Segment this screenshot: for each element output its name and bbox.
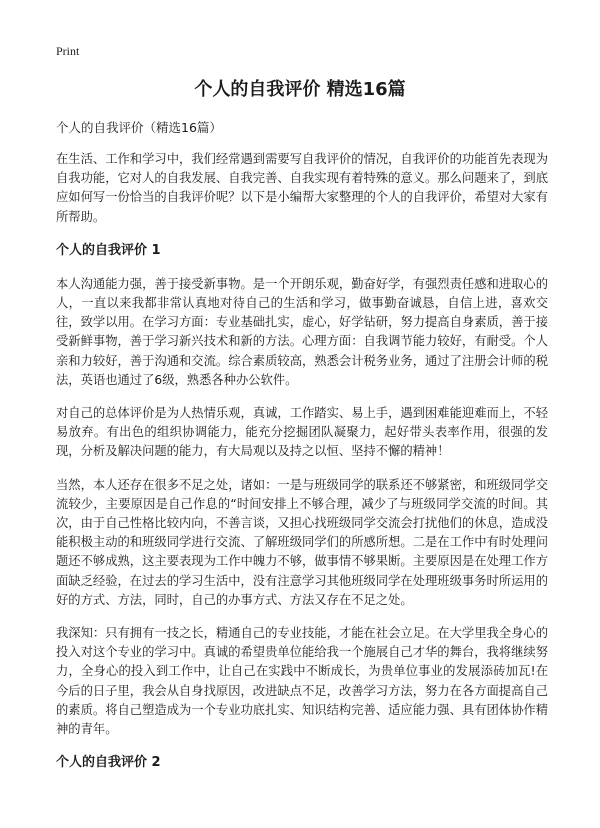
print-link[interactable]: Print	[56, 44, 80, 58]
intro-paragraph: 在生活、工作和学习中，我们经常遇到需要写自我评价的情况，自我评价的功能首先表现为自我功能，它对人的自我发展、自我完善、自我实现有着特殊的意义。那么问题来了，到底应如何写一份恰当的自我评价呢？以下是小编帮大家整理的个人的自我评价，希望对大家有所帮助。	[56, 152, 548, 224]
section-1-paragraph-3: 当然，本人还存在很多不足之处，诸如：一是与班级同学的联系还不够紧密，和班级同学交流较少，主要原因是自己作息的“时间安排上不够合理，减少了与班级同学交流的时间。其次，由于自己性格比较内向，不善言谈，又担心找班级同学交流会打扰他们的休息，造成没能积极主动的和班级同学进行交流、了解班级同学们的所感所想。二是在工作中有时处理问题还不够成熟，这主要表现为工作中魄力不够，做事情不够果断。主要原因是在处理工作方面缺乏经验，在过去的学习生活中，没有注意学习其他班级同学在处理班级事务时所运用的好的方式、方法，同时，自己的办事方式、方法又存在不足之处。	[56, 477, 548, 607]
section-1-paragraph-4: 我深知：只有拥有一技之长，精通自己的专业技能，才能在社会立足。在大学里我全身心的投入对这个专业的学习中。真诚的希望贵单位能给我一个施展自己才华的舞台，我将继续努力，全身心的投入到工作中，让自己在实践中不断成长，为贵单位事业的发展添砖加瓦!在今后的日子里，我会从自身找原因，改进缺点不足，改善学习方法，努力在各方面提高自己的素质。将自己塑造成为一个专业功底扎实、知识结构完善、适应能力强、具有团体协作精神的青年。	[56, 626, 548, 737]
page-title: 个人的自我评价 精选16篇	[194, 79, 406, 100]
section-heading-1: 个人的自我评价 1	[56, 242, 161, 258]
document-subtitle: 个人的自我评价（精选16篇）	[56, 120, 222, 135]
section-heading-2: 个人的自我评价 2	[56, 755, 161, 771]
section-1-paragraph-1: 本人沟通能力强，善于接受新事物。是一个开朗乐观，勤奋好学，有强烈责任感和进取心的人，一直以来我都非常认真地对待自己的生活和学习，做事勤奋诚恳，自信上进，喜欢交往，致学以用。在学习方面：专业基础扎实，虚心，好学钻研，努力提高自身素质，善于接受新鲜事物，善于学习新兴技术和新的方法。心理方面：自我调节能力较好，有耐受。个人亲和力较好，善于沟通和交流。综合素质较高，熟悉会计税务业务，通过了注册会计师的税法，英语也通过了6级，熟悉各种办公软件。	[56, 276, 548, 387]
section-1-paragraph-2: 对自己的总体评价是为人热情乐观，真诚，工作踏实、易上手，遇到困难能迎难而上，不轻易放弃。有出色的组织协调能力，能充分挖掘团队凝聚力，起好带头表率作用，很强的发现，分析及解决问题的能力，有大局观以及持之以恒、坚持不懈的精神！	[56, 406, 548, 459]
document-body	[56, 150, 548, 787]
